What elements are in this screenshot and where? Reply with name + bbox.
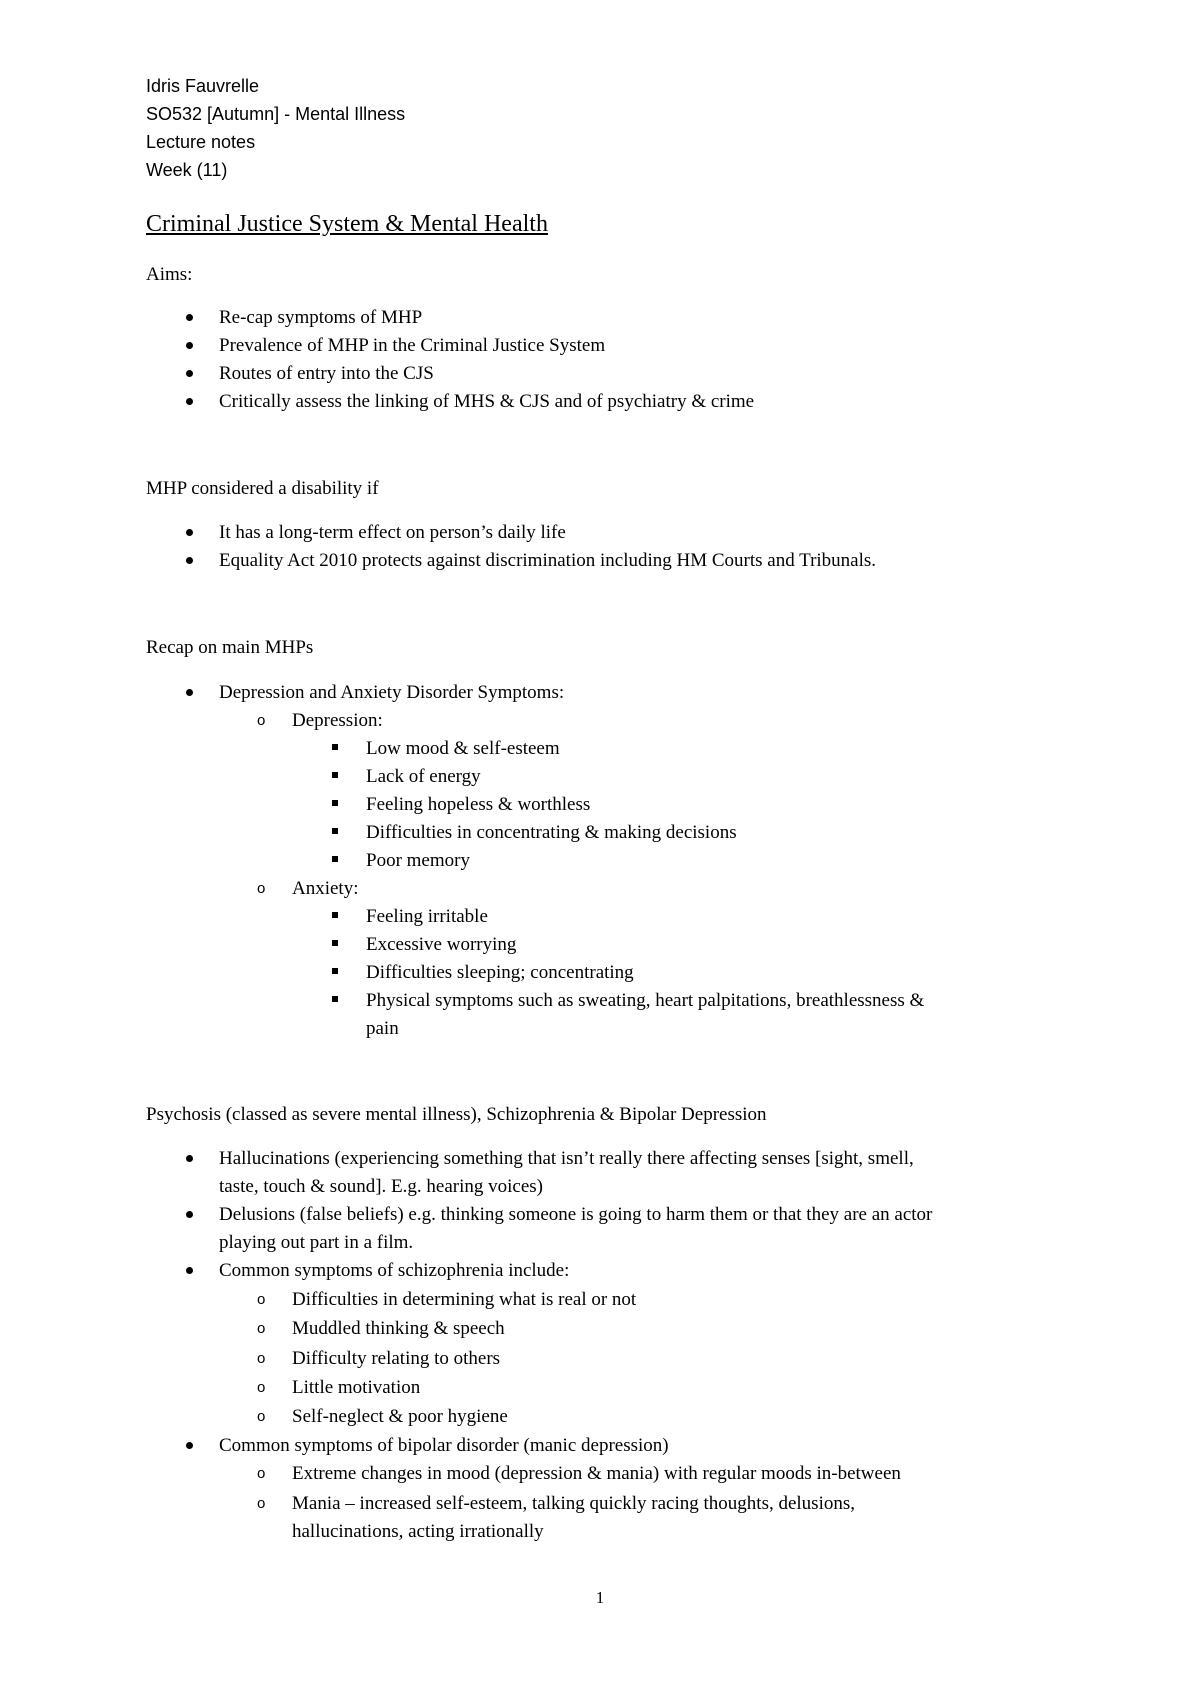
aims-item: Re-cap symptoms of MHP <box>219 307 423 328</box>
sub-bullet-icon: o <box>257 1350 266 1367</box>
depression-item: Lack of energy <box>366 766 481 787</box>
disability-item: Equality Act 2010 protects against discrimination including HM Courts and Tribunals. <box>219 550 877 571</box>
bullet-icon <box>186 689 193 696</box>
delusions-item: Delusions (false beliefs) e.g. thinking someone is going to harm them or that they are an actor <box>219 1204 933 1225</box>
week-label: Week (11) <box>146 160 228 180</box>
schizophrenia-item: Muddled thinking & speech <box>292 1318 505 1339</box>
sub-bullet-icon: o <box>257 1465 266 1482</box>
bullet-icon <box>186 557 193 564</box>
disability-heading: MHP considered a disability if <box>146 478 379 499</box>
anxiety-item: Feeling irritable <box>366 906 488 927</box>
sub-bullet-icon: o <box>257 1291 266 1308</box>
bullet-icon <box>186 1155 193 1162</box>
square-bullet-icon <box>332 940 338 946</box>
depression-label: Depression: <box>292 710 383 731</box>
anxiety-item: Physical symptoms such as sweating, heart palpitations, breathlessness & <box>366 990 925 1011</box>
sub-bullet-icon: o <box>257 1495 266 1512</box>
bullet-icon <box>186 398 193 405</box>
page-number: 1 <box>595 1588 605 1607</box>
sub-bullet-icon: o <box>257 1320 266 1337</box>
bullet-icon <box>186 1442 193 1449</box>
bullet-icon <box>186 529 193 536</box>
author-name: Idris Fauvrelle <box>146 76 260 96</box>
square-bullet-icon <box>332 800 338 806</box>
depression-item: Difficulties in concentrating & making decisions <box>366 822 737 843</box>
square-bullet-icon <box>332 744 338 750</box>
aims-item: Prevalence of MHP in the Criminal Justice System <box>219 335 606 356</box>
bullet-icon <box>186 314 193 321</box>
bullet-icon <box>186 1211 193 1218</box>
bipolar-item: Extreme changes in mood (depression & mania) with regular moods in-between <box>292 1463 901 1484</box>
sub-bullet-icon: o <box>257 1408 266 1425</box>
psychosis-heading: Psychosis (classed as severe mental illness), Schizophrenia & Bipolar Depression <box>146 1104 767 1125</box>
recap-heading: Recap on main MHPs <box>146 637 314 658</box>
sub-bullet-icon: o <box>257 1379 266 1396</box>
anxiety-item-continued: pain <box>366 1018 399 1039</box>
delusions-item-continued: playing out part in a film. <box>219 1232 414 1253</box>
anxiety-item: Difficulties sleeping; concentrating <box>366 962 634 983</box>
anxiety-item: Excessive worrying <box>366 934 517 955</box>
document-header <box>146 72 405 184</box>
schizophrenia-item: Self-neglect & poor hygiene <box>292 1406 508 1427</box>
square-bullet-icon <box>332 912 338 918</box>
course-title: SO532 [Autumn] - Mental Illness <box>146 104 406 124</box>
disability-item: It has a long-term effect on person’s daily life <box>219 522 566 543</box>
square-bullet-icon <box>332 996 338 1002</box>
bipolar-label: Common symptoms of bipolar disorder (manic depression) <box>219 1435 669 1456</box>
depression-item: Low mood & self-esteem <box>366 738 560 759</box>
bullet-icon <box>186 1267 193 1274</box>
square-bullet-icon <box>332 772 338 778</box>
page-title: Criminal Justice System & Mental Health <box>146 211 548 237</box>
square-bullet-icon <box>332 968 338 974</box>
hallucinations-item-continued: taste, touch & sound]. E.g. hearing voices) <box>219 1176 543 1197</box>
hallucinations-item: Hallucinations (experiencing something that isn’t really there affecting senses [sight, smell, <box>219 1148 914 1169</box>
bullet-icon <box>186 342 193 349</box>
square-bullet-icon <box>332 828 338 834</box>
bullet-icon <box>186 370 193 377</box>
depression-item: Feeling hopeless & worthless <box>366 794 591 815</box>
sub-bullet-icon: o <box>257 712 266 729</box>
bipolar-item: Mania – increased self-esteem, talking quickly racing thoughts, delusions, <box>292 1493 855 1514</box>
bipolar-item-continued: hallucinations, acting irrationally <box>292 1521 544 1542</box>
sub-bullet-icon: o <box>257 880 266 897</box>
schizophrenia-item: Difficulty relating to others <box>292 1348 501 1369</box>
aims-heading: Aims: <box>146 264 193 285</box>
document-type: Lecture notes <box>146 132 256 152</box>
aims-item: Routes of entry into the CJS <box>219 363 434 384</box>
schizophrenia-item: Difficulties in determining what is real or not <box>292 1289 637 1310</box>
schizophrenia-item: Little motivation <box>292 1377 421 1398</box>
recap-item: Depression and Anxiety Disorder Symptoms: <box>219 682 565 703</box>
depression-item: Poor memory <box>366 850 470 871</box>
aims-item: Critically assess the linking of MHS & CJS and of psychiatry & crime <box>219 391 755 412</box>
square-bullet-icon <box>332 856 338 862</box>
anxiety-label: Anxiety: <box>292 878 359 899</box>
schizophrenia-label: Common symptoms of schizophrenia include: <box>219 1260 570 1281</box>
